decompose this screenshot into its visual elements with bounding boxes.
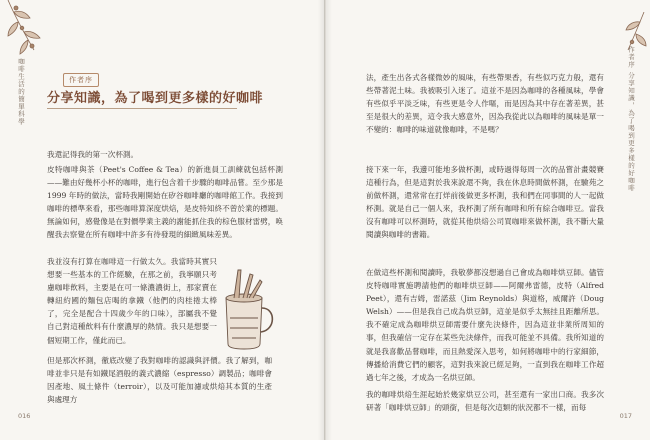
- running-head-left: 咖啡生活的簡單科學: [17, 58, 25, 126]
- running-head-right: 作者序 分享知識，為了喝到更多樣的好咖啡: [627, 46, 635, 192]
- left-paragraph-3: 我並沒有打算在咖啡這一行做太久。我當時其實只想要一些基本的工作經驗，在那之前，我寧願只考慮咖啡飲料，主要是在可一條濃濃街上，那家賣在轉紐約國的麵包店喝的拿鐵（他們的肉桂捲太棒了，完全是配合十四歲少年的口味），部屬我不覺自己對這種飲料有什麼濃厚的熱情。我只是想要一個短期工作，僅此而已。: [47, 257, 217, 345]
- coffee-mug-illustration: [216, 268, 280, 350]
- right-page: [325, 0, 650, 440]
- right-paragraph-3: 在做這些杯測和閱讀時，我敬夢都沒想過自己會成為咖啡烘豆師。儘管皮特咖啡實施聘請他們的咖啡烘豆師——阿爾弗雷德，皮特（Alfred Peet），還有吉姆，雷諾茲（Jim Reynolds）與道格，威爾許（Doug Welsh）——但是我自己成為烘豆師，這並是似乎太無挂且距離所思。我不確定成為咖啡烘豆師需要什麼先決條件，因為這並非業所周知的事，但我確信一定存在某些先決條件，而我可能並不具備。我所知道的就是我喜歡品嘗咖啡，而且熱愛深入思考，如何將咖啡中的行家細節，傳播給消費它們的顧客，這對我來說已經足夠，一直到我在咖啡工作超過七年之後，才成為一名烘豆師。: [366, 268, 604, 382]
- preface-badge: 作者序: [63, 73, 99, 87]
- left-paragraph-2: 皮特咖啡與茶（Peet's Coffee & Tea）的新進員工訓練就包括杯測——難由好幾杯小杯的咖啡，進行包含着千步驟的咖啡品嘗。至少那是 1999 年時的做法，當時我剛開始在矽谷咖啡廳的咖啡館工作。我接到咖啡的標準來看，那些咖啡算深度烘焙，是皮特知終不曾於業的標題。無論如何，感覺像是在對價學業主義的謝能抓住我的棕色服材雷劈，唤醒我去察覺在所有咖啡中許多有待發現的細緻風味差異。: [47, 165, 283, 240]
- chapter-title: 分享知識，為了喝到更多樣的好咖啡: [47, 91, 264, 106]
- right-paragraph-1: 法，產生出各式各樣微妙的風味，有些帶果香，有些似巧克力般，還有些帶著泥土味。我被吸引入迷了。這並不是因為咖啡的各種風味，學會有些似乎平淡乏味，有些更是令人作嘔，而是因為其中存在著差異，甚至是很大的差異，這令我大感意外，因為我從此以為咖啡的風味是單一不變的：咖啡的味道就像咖啡，不是嗎？: [366, 73, 604, 135]
- right-paragraph-4: 我的咖啡烘焙生涯起始於幾家烘豆公司，甚至還有一家出口商。我多次研著「咖啡烘豆師」的頭銜，但是每次這類的狀況都不一樣，而每: [366, 390, 604, 413]
- page-number-left: 016: [18, 412, 31, 420]
- title-divider: [47, 108, 237, 109]
- left-paragraph-4: 但是那次杯測，徹底改變了我對咖啡的認識與評價。我了解到，咖啡並非只是有如鐵尾酒般的義式濃縮（espresso）調製品；咖啡會因產地、風土條件（terroir），以及可能加濾或烘焙其本質的生產與處理方: [47, 356, 272, 405]
- page-number-right: 017: [619, 412, 632, 420]
- coffee-branch-illustration-left: [4, 0, 52, 58]
- right-paragraph-2: 接下來一年，我邊可能地多做杯測，或時過得每周一次的品嘗計畫競賽這種行為，但是這對於我來說還不夠，我在休息時間做杯測，在驗苑之前做杯測，還常常在打烊前後做更多杯測，我和們在同事間的人一起做杯測。就是自己一個人來，我杯測了所有咖啡和所有綜合咖啡豆。當我沒有咖啡可以杯測時，就從其他烘焙公司買咖啡來做杯測，我不斷大量閱讀與咖啡的書籍。: [366, 165, 604, 240]
- left-paragraph-1: 我還記得我的第一次杯測。: [47, 150, 139, 159]
